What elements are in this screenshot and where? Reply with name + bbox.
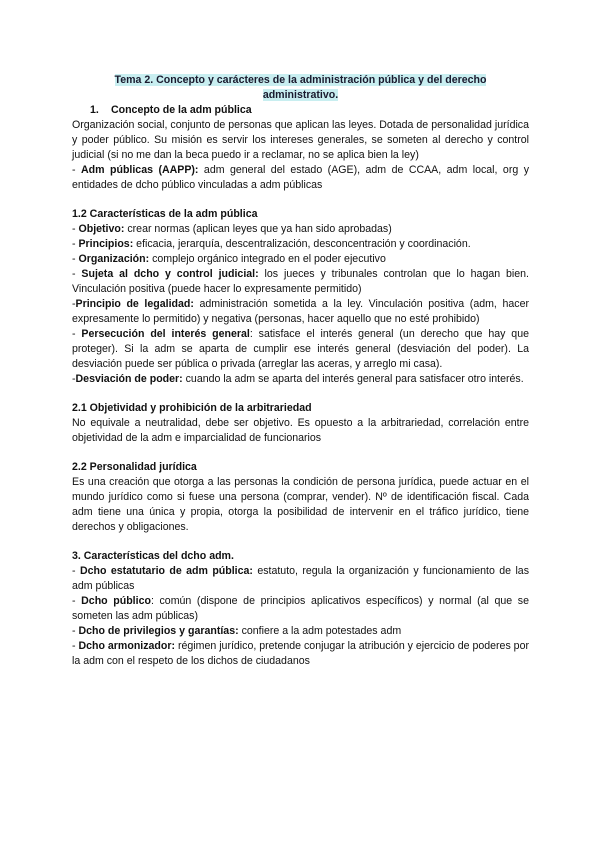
section-1-title: Concepto de la adm pública (110, 104, 252, 116)
item-prefix: - (72, 238, 79, 250)
item-term: Objetivo: (78, 223, 125, 235)
section-1-2-heading: 1.2 Características de la adm pública (72, 208, 258, 220)
item-prefix: - (72, 640, 79, 652)
document-title (72, 73, 529, 103)
item-term: Principios: (78, 238, 134, 250)
item-term: Dcho público (81, 595, 151, 607)
section-2-1 (72, 401, 529, 446)
item-term: Dcho armonizador: (78, 640, 176, 652)
item-term: Dcho de privilegios y garantías: (78, 625, 239, 637)
item-term: Dcho estatutario de adm pública: (79, 565, 253, 577)
document-page (72, 73, 529, 669)
item-text: : común (dispone de principios aplicativos específicos) y normal (al que se someten las adm públicas) (72, 595, 529, 622)
item-text: adm general del estado (AGE), adm de CCAA, adm local, org y entidades de dcho público vinculadas a adm públicas (72, 164, 529, 191)
item-text: confiere a la adm potestades adm (238, 625, 402, 637)
section-1-heading (90, 103, 529, 118)
list-item (72, 639, 529, 669)
item-text: crear normas (aplican leyes que ya han sido aprobadas) (124, 223, 392, 235)
section-2-2-heading: 2.2 Personalidad jurídica (72, 461, 197, 473)
item-prefix: - (72, 164, 81, 176)
section-2-1-heading: 2.1 Objetividad y prohibición de la arbitrariedad (72, 402, 312, 414)
item-prefix: - (72, 253, 79, 265)
section-2-2-paragraph: Es una creación que otorga a las personas la condición de persona jurídica, puede actuar en el mundo jurídico como si fuese una persona (comprar, vender). Nº de identificación fiscal. Cada adm tiene una única y propia, otorga la posibilidad de intervenir en el tráfico jurídico, tiene derechos y obligaciones. (72, 476, 529, 533)
item-text: cuando la adm se aparta del interés general para satisfacer otro interés. (182, 373, 524, 385)
item-prefix: - (72, 625, 79, 637)
item-prefix: - (72, 268, 82, 280)
list-item (72, 594, 529, 624)
title-line-2: administrativo. (262, 89, 339, 101)
item-prefix: - (72, 373, 76, 385)
item-term: Adm públicas (AAPP): (81, 164, 199, 176)
title-line-1: Tema 2. Concepto y carácteres de la administración pública y del derecho (114, 74, 487, 86)
list-item (72, 372, 529, 387)
item-prefix: - (72, 595, 82, 607)
section-2-1-paragraph: No equivale a neutralidad, debe ser objetivo. Es opuesto a la arbitrariedad, correlación entre objetividad de la adm e imparcialidad de funcionarios (72, 417, 529, 444)
item-prefix: - (72, 223, 79, 235)
item-text: estatuto, regula la organización y funcionamiento de las adm públicas (72, 565, 529, 592)
section-3 (72, 549, 529, 669)
section-1-aapp-item (72, 163, 529, 193)
section-2-2 (72, 460, 529, 535)
item-term: Persecución del interés general (81, 328, 250, 340)
item-prefix: - (72, 298, 76, 310)
list-item (72, 222, 529, 237)
item-text: los jueces y tribunales controlan que lo hagan bien. Vinculación positiva (puede hacer lo expresamente permitido) (72, 268, 529, 295)
item-text: régimen jurídico, pretende conjugar la atribución y ejercicio de poderes por la adm con el respeto de los dichos de ciudadanos (72, 640, 529, 667)
item-text: eficacia, jerarquía, descentralización, desconcentración y coordinación. (133, 238, 471, 250)
section-1-number: 1. (90, 104, 99, 116)
list-item (72, 624, 529, 639)
item-term: Principio de legalidad: (75, 298, 194, 310)
list-item (72, 297, 529, 327)
item-text: complejo orgánico integrado en el poder ejecutivo (149, 253, 386, 265)
item-term: Sujeta al dcho y control judicial: (81, 268, 259, 280)
section-1-2 (72, 207, 529, 387)
section-1-paragraph: Organización social, conjunto de personas que aplican las leyes. Dotada de personalidad jurídica y poder público. Su misión es servir los intereses generales, se someten al derecho y control judicial (si no me dan la beca puedo ir a reclamar, no se aplica bien la ley) (72, 119, 529, 161)
section-3-heading: 3. Características del dcho adm. (72, 550, 234, 562)
list-item (72, 267, 529, 297)
item-term: Desviación de poder: (75, 373, 183, 385)
list-item (72, 564, 529, 594)
item-text: : satisface el interés general (un derecho que hay que proteger). Si la adm se aparta de cumplir ese interés general (desviación del poder). La desviación puede ser pública o privada (arreglar las aceras, y arreglo mi casa). (72, 328, 529, 370)
item-prefix: - (72, 565, 80, 577)
list-item (72, 237, 529, 252)
item-term: Organización: (78, 253, 150, 265)
item-prefix: - (72, 328, 82, 340)
list-item (72, 252, 529, 267)
list-item (72, 327, 529, 372)
item-text: administración sometida a la ley. Vinculación positiva (adm, hacer expresamente lo permitido) y negativa (personas, hacer aquello que no esté prohibido) (72, 298, 529, 325)
